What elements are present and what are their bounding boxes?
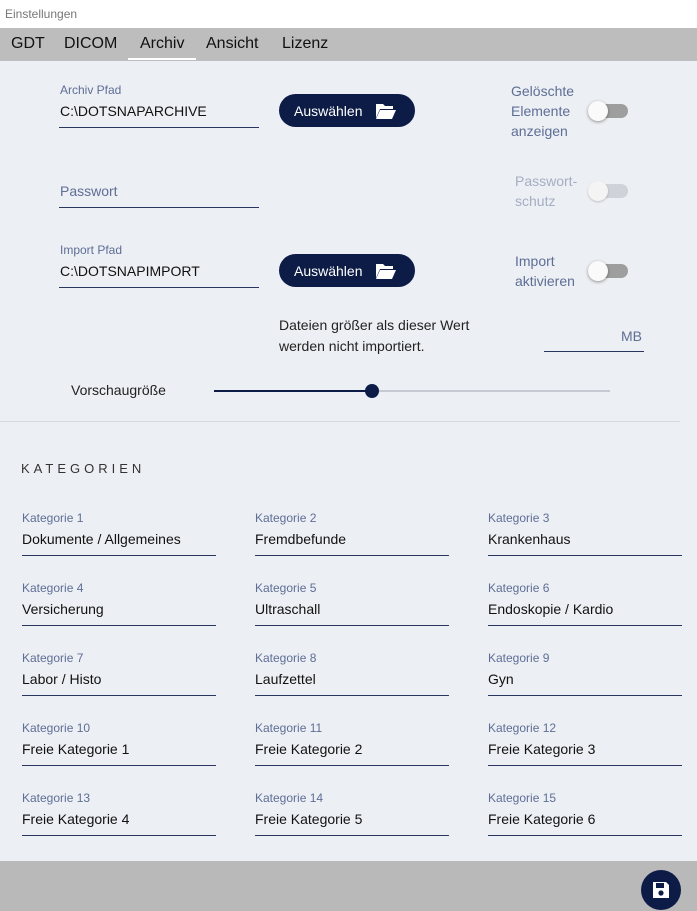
- category-underline: [255, 765, 449, 766]
- category-underline: [255, 555, 449, 556]
- category-label: Kategorie 13: [22, 791, 91, 805]
- category-input[interactable]: Laufzettel: [255, 671, 316, 687]
- category-label: Kategorie 7: [22, 651, 84, 665]
- archive-path-input[interactable]: C:\DOTSNAPARCHIVE: [60, 103, 207, 119]
- import-select-label: Auswählen: [294, 262, 363, 279]
- import-path-input[interactable]: C:\DOTSNAPIMPORT: [60, 263, 200, 279]
- category-underline: [22, 625, 216, 626]
- category-input[interactable]: Freie Kategorie 2: [255, 741, 363, 757]
- footer-bar: [0, 861, 697, 911]
- import-path-underline: [59, 287, 259, 288]
- category-field[interactable]: [22, 581, 216, 631]
- password-underline: [59, 207, 259, 208]
- show-deleted-toggle-knob: [588, 101, 608, 121]
- category-underline: [488, 835, 682, 836]
- category-field[interactable]: [255, 651, 449, 701]
- category-field[interactable]: [22, 791, 216, 841]
- folder-open-icon: [375, 262, 397, 280]
- category-field[interactable]: [22, 721, 216, 771]
- category-label: Kategorie 4: [22, 581, 84, 595]
- category-label: Kategorie 5: [255, 581, 317, 595]
- category-underline: [22, 695, 216, 696]
- tab-bar: [0, 28, 697, 61]
- category-input[interactable]: Fremdbefunde: [255, 531, 347, 547]
- category-underline: [22, 555, 216, 556]
- folder-open-icon: [375, 102, 397, 120]
- preview-size-slider-thumb[interactable]: [365, 384, 379, 398]
- tab-gdt[interactable]: GDT: [11, 35, 45, 52]
- password-input[interactable]: Passwort: [60, 183, 118, 199]
- category-input[interactable]: Krankenhaus: [488, 531, 571, 547]
- category-label: Kategorie 10: [22, 721, 91, 735]
- category-input[interactable]: Freie Kategorie 4: [22, 811, 130, 827]
- archive-settings-panel: [0, 61, 697, 861]
- save-button[interactable]: [641, 870, 681, 910]
- window-title: Einstellungen: [5, 7, 78, 21]
- size-limit-underline: [544, 351, 644, 352]
- category-label: Kategorie 9: [488, 651, 550, 665]
- password-protection-toggle[interactable]: [588, 181, 628, 201]
- preview-size-label: Vorschaugröße: [71, 382, 166, 398]
- tab-ansicht[interactable]: Ansicht: [206, 35, 259, 52]
- category-underline: [255, 835, 449, 836]
- category-input[interactable]: Versicherung: [22, 601, 104, 617]
- category-field[interactable]: [488, 581, 682, 631]
- section-divider: [0, 421, 680, 422]
- category-input[interactable]: Gyn: [488, 671, 514, 687]
- category-label: Kategorie 14: [255, 791, 324, 805]
- archive-select-button[interactable]: [279, 94, 415, 127]
- import-enable-toggle[interactable]: [588, 261, 628, 281]
- category-field[interactable]: [488, 721, 682, 771]
- category-input[interactable]: Freie Kategorie 3: [488, 741, 596, 757]
- archive-path-label: Archiv Pfad: [60, 83, 122, 97]
- category-underline: [255, 625, 449, 626]
- category-field[interactable]: [488, 511, 682, 561]
- password-protection-toggle-knob: [588, 181, 608, 201]
- category-input[interactable]: Freie Kategorie 6: [488, 811, 596, 827]
- category-label: Kategorie 11: [255, 721, 323, 735]
- archive-select-label: Auswählen: [294, 102, 363, 119]
- category-field[interactable]: [22, 511, 216, 561]
- category-field[interactable]: [255, 511, 449, 561]
- window-titlebar: [0, 0, 697, 28]
- password-protection-label: Passwort-schutz: [515, 173, 578, 209]
- category-label: Kategorie 3: [488, 511, 550, 525]
- size-limit-unit: MB: [621, 328, 642, 344]
- category-label: Kategorie 12: [488, 721, 557, 735]
- show-deleted-label: Gelöschte Elemente anzeigen: [511, 83, 575, 139]
- import-enable-toggle-knob: [588, 261, 608, 281]
- category-underline: [22, 765, 216, 766]
- category-underline: [488, 555, 682, 556]
- category-underline: [488, 695, 682, 696]
- category-input[interactable]: Labor / Histo: [22, 671, 102, 687]
- category-label: Kategorie 8: [255, 651, 317, 665]
- category-underline: [22, 835, 216, 836]
- category-label: Kategorie 2: [255, 511, 317, 525]
- category-underline: [255, 695, 449, 696]
- category-input[interactable]: Ultraschall: [255, 601, 321, 617]
- category-underline: [488, 765, 682, 766]
- category-input[interactable]: Dokumente / Allgemeines: [22, 531, 181, 547]
- category-field[interactable]: [22, 651, 216, 701]
- preview-size-slider[interactable]: [214, 390, 610, 392]
- import-enable-label: Import aktivieren: [515, 253, 575, 289]
- tab-dicom[interactable]: DICOM: [64, 35, 118, 52]
- category-input[interactable]: Endoskopie / Kardio: [488, 601, 614, 617]
- category-field[interactable]: [255, 791, 449, 841]
- category-field[interactable]: [488, 791, 682, 841]
- category-underline: [488, 625, 682, 626]
- import-path-label: Import Pfad: [60, 243, 123, 257]
- category-label: Kategorie 6: [488, 581, 550, 595]
- category-label: Kategorie 15: [488, 791, 557, 805]
- size-limit-description: Dateien größer als dieser Wert werden nicht importiert.: [279, 317, 470, 354]
- category-field[interactable]: [255, 581, 449, 631]
- category-field[interactable]: [255, 721, 449, 771]
- show-deleted-toggle[interactable]: [588, 101, 628, 121]
- preview-size-slider-fill: [214, 390, 372, 392]
- archive-path-underline: [59, 127, 259, 128]
- category-input[interactable]: Freie Kategorie 5: [255, 811, 363, 827]
- categories-title: KATEGORIEN: [21, 461, 146, 476]
- category-field[interactable]: [488, 651, 682, 701]
- import-select-button[interactable]: [279, 254, 415, 287]
- category-input[interactable]: Freie Kategorie 1: [22, 741, 130, 757]
- category-label: Kategorie 1: [22, 511, 84, 525]
- tab-archiv[interactable]: Archiv: [140, 28, 184, 61]
- tab-lizenz[interactable]: Lizenz: [282, 35, 329, 52]
- save-icon: [651, 880, 671, 900]
